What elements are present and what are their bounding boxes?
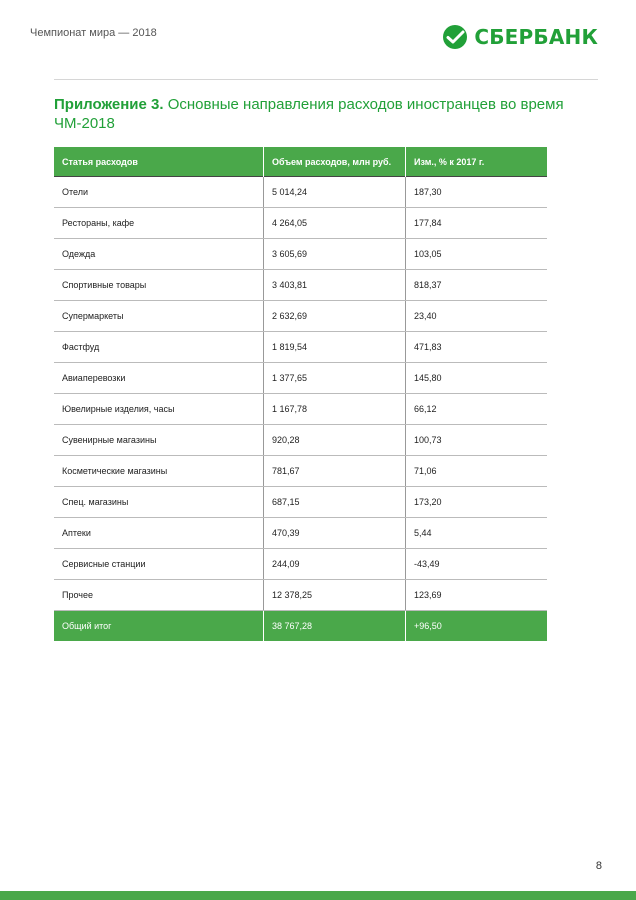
cell-volume: 3 605,69 [264, 239, 406, 270]
cell-category: Косметические магазины [54, 456, 264, 487]
cell-change: -43,49 [406, 549, 548, 580]
cell-change: 66,12 [406, 394, 548, 425]
cell-category: Аптеки [54, 518, 264, 549]
table-row [54, 177, 547, 208]
sberbank-logo-icon [442, 24, 468, 50]
table-row [54, 239, 547, 270]
cell-volume: 781,67 [264, 456, 406, 487]
cell-volume: 12 378,25 [264, 580, 406, 611]
table-row [54, 487, 547, 518]
cell-volume: 5 014,24 [264, 177, 406, 208]
total-cell-category: Общий итог [54, 611, 264, 642]
table-row [54, 518, 547, 549]
table-row [54, 208, 547, 239]
cell-volume: 4 264,05 [264, 208, 406, 239]
title-prefix: Приложение 3. [54, 96, 164, 113]
table-header-row [54, 147, 547, 177]
cell-category: Прочее [54, 580, 264, 611]
total-cell-volume: 38 767,28 [264, 611, 406, 642]
expenses-table [54, 147, 547, 641]
cell-volume: 470,39 [264, 518, 406, 549]
table-row [54, 363, 547, 394]
footer-bar [0, 891, 636, 900]
table-row [54, 332, 547, 363]
cell-volume: 1 167,78 [264, 394, 406, 425]
cell-category: Рестораны, кафе [54, 208, 264, 239]
column-header-category: Статья расходов [54, 147, 264, 177]
cell-category: Сувенирные магазины [54, 425, 264, 456]
table-row [54, 549, 547, 580]
cell-volume: 687,15 [264, 487, 406, 518]
table-row [54, 270, 547, 301]
table-row [54, 456, 547, 487]
table-row [54, 580, 547, 611]
cell-change: 818,37 [406, 270, 548, 301]
cell-change: 145,80 [406, 363, 548, 394]
cell-change: 71,06 [406, 456, 548, 487]
cell-volume: 1 377,65 [264, 363, 406, 394]
cell-category: Отели [54, 177, 264, 208]
cell-category: Сервисные станции [54, 549, 264, 580]
cell-change: 187,30 [406, 177, 548, 208]
cell-change: 5,44 [406, 518, 548, 549]
header-note: Чемпионат мира — 2018 [30, 27, 157, 39]
cell-volume: 920,28 [264, 425, 406, 456]
table-total-row [54, 611, 547, 642]
column-header-volume: Объем расходов, млн руб. [264, 147, 406, 177]
cell-volume: 244,09 [264, 549, 406, 580]
cell-category: Ювелирные изделия, часы [54, 394, 264, 425]
cell-change: 103,05 [406, 239, 548, 270]
cell-volume: 2 632,69 [264, 301, 406, 332]
cell-change: 177,84 [406, 208, 548, 239]
sberbank-logo [442, 24, 598, 50]
cell-change: 123,69 [406, 580, 548, 611]
table-row [54, 301, 547, 332]
header-divider [54, 79, 598, 80]
cell-volume: 1 819,54 [264, 332, 406, 363]
cell-category: Одежда [54, 239, 264, 270]
total-cell-change: +96,50 [406, 611, 548, 642]
cell-change: 471,83 [406, 332, 548, 363]
logo-text: СБЕРБАНК [474, 25, 598, 49]
table-row [54, 394, 547, 425]
page-number: 8 [595, 860, 602, 872]
page-title [54, 95, 574, 133]
cell-category: Авиаперевозки [54, 363, 264, 394]
cell-category: Супермаркеты [54, 301, 264, 332]
cell-change: 100,73 [406, 425, 548, 456]
cell-volume: 3 403,81 [264, 270, 406, 301]
cell-change: 173,20 [406, 487, 548, 518]
column-header-change: Изм., % к 2017 г. [406, 147, 548, 177]
cell-category: Спортивные товары [54, 270, 264, 301]
cell-category: Фастфуд [54, 332, 264, 363]
table-row [54, 425, 547, 456]
title-text: Основные направления расходов иностранцев во время ЧМ-2018 [54, 96, 564, 132]
cell-change: 23,40 [406, 301, 548, 332]
cell-category: Спец. магазины [54, 487, 264, 518]
